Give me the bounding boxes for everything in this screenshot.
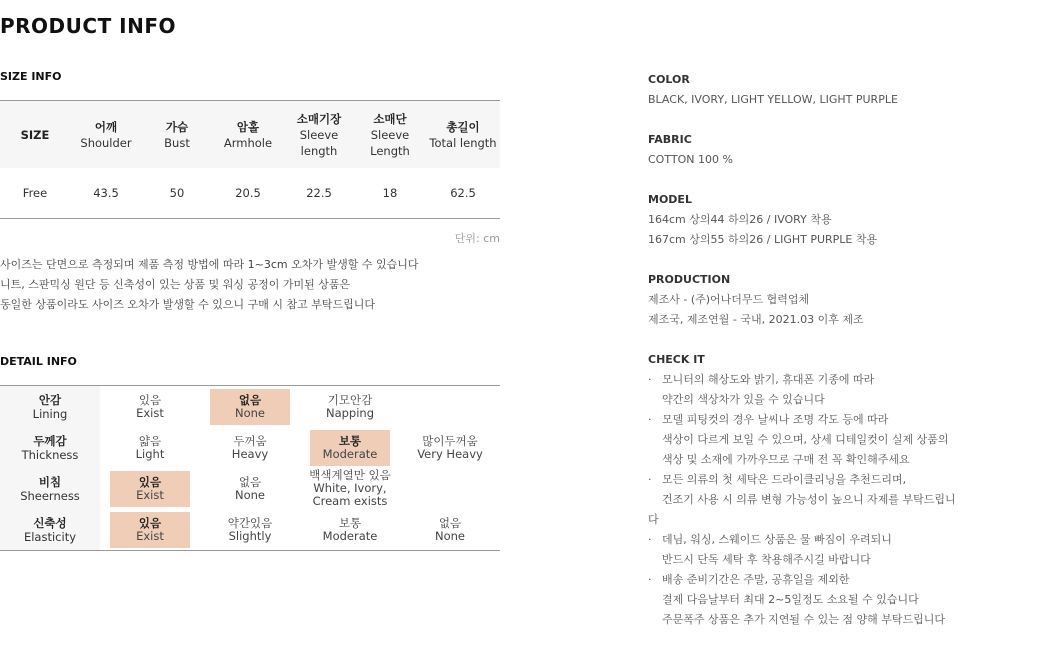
check-it-list <box>648 370 1048 630</box>
option-ko: 두꺼움 <box>233 433 267 448</box>
bullet-icon: · <box>648 533 652 546</box>
size-header-sleeve-length <box>284 101 354 169</box>
model-line: 167cm 상의55 하의26 / LIGHT PURPLE 착용 <box>648 233 878 246</box>
size-header-ko: 소매단 <box>373 111 407 126</box>
detail-info-title: DETAIL INFO <box>0 355 77 368</box>
detail-option <box>410 430 490 466</box>
detail-option-cell <box>400 468 500 509</box>
size-header-en: Sleeve Length <box>370 127 410 158</box>
detail-option-cell <box>200 468 300 509</box>
option-en: Moderate <box>322 446 378 461</box>
size-header-total-length <box>426 101 500 169</box>
detail-row-label <box>0 427 100 468</box>
detail-option-cell <box>300 386 400 428</box>
option-en: White, Ivory, <box>313 481 387 495</box>
detail-option-cell <box>100 509 200 551</box>
size-cell: 18 <box>382 186 398 200</box>
option-ko: 보통 <box>338 515 362 530</box>
color-label: COLOR <box>648 73 690 86</box>
detail-option <box>110 389 190 425</box>
option-en: None <box>234 405 265 420</box>
size-table <box>0 100 500 219</box>
check-item-line: 색상이 다르게 보일 수 있으며, 상세 디테일컷이 실제 상품의 <box>662 433 949 446</box>
size-cell: 43.5 <box>93 186 119 200</box>
check-item-line: 주문폭주 상품은 추가 지연될 수 있는 점 양해 부탁드립니다 <box>662 613 945 626</box>
detail-option-cell <box>100 386 200 428</box>
model-block <box>648 190 1048 250</box>
list-item <box>648 470 1048 530</box>
detail-row-label <box>0 468 100 509</box>
table-row <box>0 468 500 509</box>
detail-option-cell <box>400 386 500 428</box>
detail-option-selected <box>310 430 390 466</box>
detail-option <box>300 468 400 508</box>
bullet-icon: · <box>648 473 652 486</box>
option-ko: 있음 <box>138 515 162 530</box>
detail-row-label <box>0 509 100 551</box>
option-ko: 많이두꺼움 <box>422 433 478 448</box>
size-header-en: Sleeve length <box>299 127 339 158</box>
check-item-line: 반드시 단독 세탁 후 착용해주시길 바랍니다 <box>662 553 871 566</box>
production-line: 제조사 - (주)어나더무드 협력업체 <box>648 293 810 306</box>
size-notes <box>0 255 418 315</box>
size-header-shoulder <box>70 101 142 169</box>
color-block <box>648 70 1048 110</box>
bullet-icon: · <box>648 373 652 386</box>
detail-label-ko: 비침 <box>38 474 62 489</box>
production-block <box>648 270 1048 330</box>
size-header-ko: 어깨 <box>94 119 118 134</box>
size-cell: Free <box>22 186 48 200</box>
check-it-label: CHECK IT <box>648 353 705 366</box>
option-en: Moderate <box>322 528 378 543</box>
option-ko: 있음 <box>138 392 162 407</box>
option-ko: 없음 <box>238 474 262 489</box>
check-item-line: 건조기 사용 시 의류 변형 가능성이 높으니 자제를 부탁드립니 <box>662 493 956 506</box>
size-table-header-row <box>0 101 500 169</box>
detail-option-cell <box>400 509 500 551</box>
production-label: PRODUCTION <box>648 273 731 286</box>
option-en: Exist <box>136 405 164 420</box>
size-header-size <box>0 101 70 169</box>
option-ko: 없음 <box>238 392 262 407</box>
check-item-text <box>648 530 1048 570</box>
check-item-text <box>648 570 1048 630</box>
check-it-block <box>648 350 1048 630</box>
size-cell: 22.5 <box>306 186 332 200</box>
detail-option-cell <box>200 509 300 551</box>
detail-option <box>210 471 290 507</box>
option-ko: 기모안감 <box>327 392 373 407</box>
option-ko: 보통 <box>338 433 362 448</box>
detail-option-selected <box>210 389 290 425</box>
detail-label-en: Thickness <box>21 447 79 462</box>
detail-option <box>410 512 490 548</box>
option-en: Exist <box>136 528 164 543</box>
option-ko: 약간있음 <box>227 515 273 530</box>
detail-label-ko: 안감 <box>38 392 62 407</box>
check-item-line: 배송 준비기간은 주말, 공휴일을 제외한 <box>662 573 850 586</box>
detail-option-cell <box>200 427 300 468</box>
bullet-icon: · <box>648 413 652 426</box>
product-details-panel <box>648 70 1048 650</box>
detail-option-cell <box>400 427 500 468</box>
size-cell: 62.5 <box>450 186 476 200</box>
size-header-ko: 총길이 <box>446 119 480 134</box>
option-ko: 없음 <box>438 515 462 530</box>
detail-label-ko: 신축성 <box>33 515 67 530</box>
detail-option-cell <box>300 509 400 551</box>
option-en: Exist <box>136 487 164 502</box>
size-header-label: SIZE <box>20 127 50 142</box>
check-item-text <box>648 410 1048 470</box>
detail-option-selected <box>110 471 190 507</box>
check-item-text <box>648 470 1048 530</box>
bullet-icon: · <box>648 573 652 586</box>
check-item-line: 모니터의 해상도와 밝기, 휴대폰 기종에 따라 <box>662 373 875 386</box>
model-label: MODEL <box>648 193 692 206</box>
list-item <box>648 410 1048 470</box>
size-header-ko: 가슴 <box>165 119 189 134</box>
table-row <box>0 509 500 551</box>
size-header-armhole <box>212 101 284 169</box>
size-header-en: Armhole <box>223 135 273 150</box>
unit-note: 단위: cm <box>454 232 500 245</box>
option-en: None <box>434 528 465 543</box>
page-title: PRODUCT INFO <box>0 14 177 38</box>
detail-option <box>310 389 390 425</box>
detail-option-cell <box>100 468 200 509</box>
detail-option-cell <box>200 386 300 428</box>
detail-table <box>0 385 500 551</box>
size-header-en: Total length <box>429 135 497 150</box>
check-item-line: 결제 다음날부터 최대 2~5일정도 소요될 수 있습니다 <box>662 593 919 606</box>
check-item-line: 다 <box>648 513 659 526</box>
size-header-en: Shoulder <box>80 135 132 150</box>
option-en: Slightly <box>228 528 272 543</box>
detail-label-en: Lining <box>32 406 68 421</box>
list-item <box>648 370 1048 410</box>
detail-label-en: Elasticity <box>23 529 77 544</box>
size-header-ko: 소매기장 <box>296 111 342 126</box>
model-line: 164cm 상의44 하의26 / IVORY 착용 <box>648 213 832 226</box>
detail-option-cell <box>100 427 200 468</box>
size-header-en: Bust <box>164 135 190 150</box>
size-header-sleeve-cuff <box>354 101 426 169</box>
fabric-value: COTTON 100 % <box>648 153 733 166</box>
option-ko: 백색계열만 있음 <box>309 468 391 482</box>
detail-label-en: Sheerness <box>20 488 80 503</box>
check-item-line: 색상 및 소재에 가까우므로 구매 전 꼭 확인해주세요 <box>662 453 910 466</box>
detail-option-cell <box>300 468 400 509</box>
size-info-title: SIZE INFO <box>0 70 62 83</box>
list-item <box>648 530 1048 570</box>
check-item-line: 모델 피팅컷의 경우 날씨나 조명 각도 등에 따라 <box>662 413 889 426</box>
check-item-text <box>648 370 1048 410</box>
check-item-line: 데님, 워싱, 스웨이드 상품은 물 빠짐이 우려되니 <box>662 533 892 546</box>
option-en: Heavy <box>231 446 269 461</box>
size-cell: 50 <box>169 186 185 200</box>
option-en: Napping <box>325 405 375 420</box>
table-row <box>0 427 500 468</box>
table-row <box>0 386 500 428</box>
color-value: BLACK, IVORY, LIGHT YELLOW, LIGHT PURPLE <box>648 93 898 106</box>
option-ko: 얇음 <box>138 433 162 448</box>
detail-option-cell <box>300 427 400 468</box>
list-item <box>648 570 1048 630</box>
option-en: Very Heavy <box>417 446 483 461</box>
size-note-line: 니트, 스판믹싱 원단 등 신축성이 있는 상품 및 워싱 공정이 가미된 상품은 <box>0 278 351 291</box>
option-en: Light <box>135 446 165 461</box>
detail-option-selected <box>110 512 190 548</box>
fabric-block <box>648 130 1048 170</box>
size-note-line: 동일한 상품이라도 사이즈 오차가 발생할 수 있으니 구매 시 참고 부탁드립니다 <box>0 298 375 311</box>
table-row <box>0 168 500 219</box>
option-en: Cream exists <box>312 494 388 508</box>
detail-option <box>210 512 290 548</box>
detail-option <box>310 512 390 548</box>
fabric-label: FABRIC <box>648 133 692 146</box>
size-header-bust <box>142 101 212 169</box>
detail-option <box>110 430 190 466</box>
detail-option <box>210 430 290 466</box>
option-en: None <box>234 487 265 502</box>
size-note-line: 사이즈는 단면으로 측정되며 제품 측정 방법에 따라 1~3cm 오차가 발생할 수 있습니다 <box>0 258 419 271</box>
check-item-line: 약간의 색상차가 있을 수 있습니다 <box>662 393 825 406</box>
option-ko: 있음 <box>138 474 162 489</box>
production-line: 제조국, 제조연월 - 국내, 2021.03 이후 제조 <box>648 313 864 326</box>
check-item-line: 모든 의류의 첫 세탁은 드라이클리닝을 추천드리며, <box>662 473 907 486</box>
size-header-ko: 암홀 <box>236 119 260 134</box>
detail-row-label <box>0 386 100 428</box>
size-cell: 20.5 <box>235 186 261 200</box>
detail-label-ko: 두께감 <box>33 433 67 448</box>
